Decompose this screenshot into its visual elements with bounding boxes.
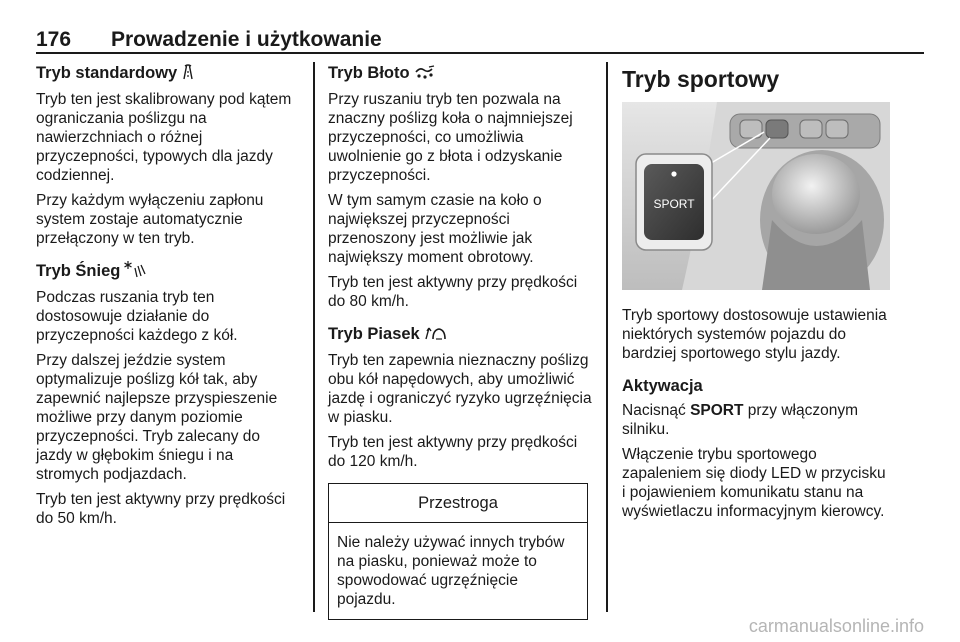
warning-text: Nie należy używać innych trybów na piasku, ponieważ może to spowodować ugrzęźnięcie pojazdu.	[337, 534, 565, 608]
watermark: carmanualsonline.info	[748, 616, 924, 636]
paragraph: Podczas ruszania tryb ten dostosowuje działanie do przyczepności każdego z kół.	[36, 289, 238, 344]
paragraph: Przy każdym wyłączeniu zapłonu system zostaje automatycznie przełączony w ten tryb.	[36, 192, 264, 247]
sub-heading-activation: Aktywacja	[622, 377, 703, 395]
chapter-title: Prowadzenie i użytkowanie	[111, 28, 382, 51]
column-2	[328, 62, 592, 620]
column-divider-2	[606, 62, 608, 612]
warning-box	[328, 483, 588, 620]
page-header	[36, 28, 382, 52]
warning-heading: Przestroga	[329, 484, 587, 523]
column-divider-1	[313, 62, 315, 612]
sport-keyword: SPORT	[690, 402, 744, 419]
paragraph: Tryb ten jest aktywny przy prędkości do 80 km/h.	[328, 274, 578, 310]
paragraph: Przy ruszaniu tryb ten pozwala na znaczny poślizg koła o najmniejszej przyczepności, co umożliwia uwolnienie go z błota i odzyskanie przyczepności.	[328, 91, 573, 184]
heading-text: Tryb standardowy	[36, 64, 178, 82]
paragraph: Tryb ten jest aktywny przy prędkości do 120 km/h.	[328, 434, 578, 470]
section-heading-standard	[36, 62, 300, 86]
snow-icon	[124, 260, 146, 284]
paragraph: Tryb ten jest aktywny przy prędkości do 50 km/h.	[36, 491, 286, 527]
paragraph: Tryb sportowy dostosowuje ustawienia niektórych systemów pojazdu do bardziej sportowego stylu jazdy.	[622, 307, 887, 362]
paragraph: Tryb ten zapewnia nieznaczny poślizg obu kół napędowych, aby umożliwić jazdę i ograniczyć ryzyko ugrzęźnięcia w piasku.	[328, 352, 592, 426]
heading-text: Tryb Błoto	[328, 64, 410, 82]
road-icon	[181, 64, 195, 86]
section-heading-sand	[328, 323, 592, 347]
text-run: przy włączonym silniku.	[622, 402, 859, 438]
paragraph: Włączenie trybu sportowego zapaleniem się diody LED w przycisku i pojawieniem komunikatu stanu na wyświetlaczu informacyjnym kierowcy.	[622, 446, 886, 520]
heading-text: Tryb Piasek	[328, 325, 420, 343]
sport-button-label: SPORT	[653, 197, 695, 211]
sand-icon	[424, 325, 446, 347]
section-heading-mud	[328, 62, 592, 86]
sport-button-photo	[622, 102, 890, 290]
header-rule	[36, 52, 924, 54]
paragraph-activation	[622, 401, 892, 439]
column-3	[622, 62, 892, 527]
paragraph: Przy dalszej jeździe system optymalizuje poślizg kół tak, aby zapewnić najlepsze przyspieszenie możliwe przy danym poziomie przyczepności. Tryb zalecany do jazdy w głębokim śniegu i na stromych podjazdach.	[36, 352, 278, 483]
column-1	[36, 62, 300, 534]
mud-icon	[414, 64, 436, 86]
paragraph: W tym samym czasie na koło o największej przyczepności przenoszony jest możliwie jak największy moment obrotowy.	[328, 192, 542, 266]
heading-text: Tryb Śnieg	[36, 262, 121, 280]
paragraph: Tryb ten jest skalibrowany pod kątem ograniczania poślizgu na nawierzchniach o różnej przyczepności, typowych dla jazdy codziennej.	[36, 91, 292, 184]
page-number: 176	[36, 28, 72, 51]
text-run: Nacisnąć	[622, 402, 691, 419]
section-heading-snow	[36, 260, 300, 284]
section-heading-sport: Tryb sportowy	[622, 66, 780, 92]
